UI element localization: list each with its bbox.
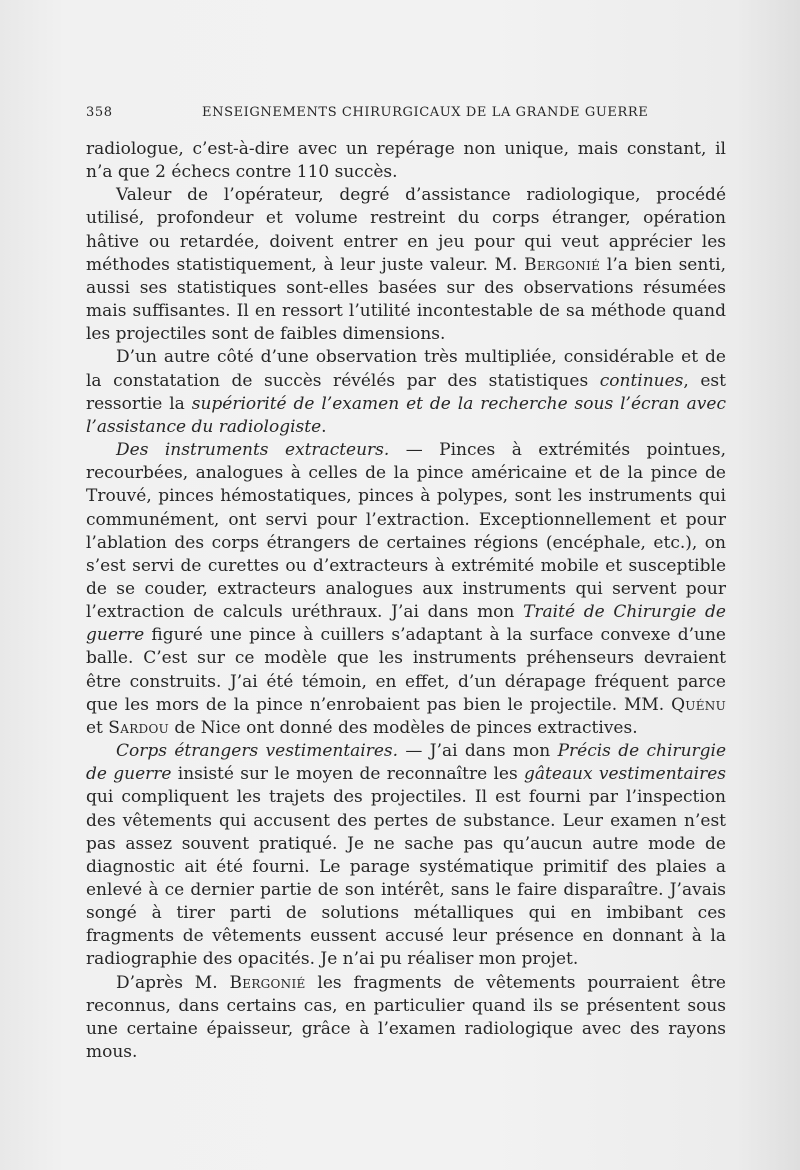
- p3-text-b: , est ressortie la: [86, 370, 726, 414]
- running-title: ENSEIGNEMENTS CHIRURGICAUX DE LA GRANDE GUERRE: [202, 105, 649, 120]
- section-heading-vestimentaires: Corps étrangers vestimentaires.: [116, 741, 399, 762]
- paragraph-2: [86, 184, 726, 346]
- p3-emphasis-1: continues: [599, 370, 684, 391]
- paragraph-5: [86, 740, 726, 972]
- paragraph-3: [86, 346, 726, 439]
- book-title-traite: Traité de Chirurgie de guerre: [86, 602, 726, 646]
- p6-text-b: les fragments de vêtements pourraient être reconnus, dans certains cas, en particulier quand ils se présentent sous une certaine épaisseur, grâce à l’examen radiologique avec des rayons mous.: [86, 972, 726, 1063]
- section-heading-instruments: Des instruments extracteurs.: [116, 440, 390, 461]
- p4-text-d: de Nice ont donné des modèles de pinces extractives.: [169, 717, 638, 738]
- p4-text-b: figuré une pince à cuillers s’adaptant à la surface convexe d’une balle. C’est sur ce modèle que les instruments préhenseurs devraient être construits. J’ai été témoin, en effet, d’un dérapage fréquent parce que les mors de la pince n’enrobaient pas bien le projectile. MM.: [86, 625, 726, 715]
- p2-text-b: l’a bien senti, aussi ses statistiques sont-elles basées sur des observations résumées mais suffisantes. Il en ressort l’utilité incontestable de sa méthode quand les projectiles sont de faibles dimensions.: [86, 254, 726, 345]
- author-name-bergonie-2: Bergonié: [229, 972, 306, 993]
- paragraph-6: [86, 972, 726, 1065]
- p5-emphasis: gâteaux vestimentaires: [524, 764, 726, 785]
- p5-text-c: qui compliquent les trajets des projectiles. Il est fourni par l’inspection des vêtements qui accusent des pertes de substance. Leur examen n’est pas assez souvent pratiqué. Je ne sache pas qu’aucun autre mode de diagnostic ait été fourni. Le parage systématique primitif des plaies a enlevé à ce dernier partie de son intérêt, sans le faire disparaître. J’avais songé à tirer parti de solutions métalliques qui en imbibant ces fragments de vêtements eussent accusé leur présence en donnant à la radiographie des opacités. Je n’ai pu réaliser mon projet.: [86, 787, 726, 970]
- p5-text-b: insisté sur le moyen de reconnaître les: [171, 764, 524, 785]
- p1-text: radiologue, c’est-à-dire avec un repérage non unique, mais constant, il n’a que 2 échecs contre 110 succès.: [86, 139, 726, 183]
- p2-text-a: Valeur de l’opérateur, degré d’assistance radiologique, procédé utilisé, profondeur et volume restreint du corps étranger, opération hâtive ou retardée, doivent entrer en jeu pour qui veut apprécier les méthodes statistiquement, à leur juste valeur. M.: [86, 185, 726, 275]
- p4-text-c: et: [86, 717, 109, 738]
- p6-text-a: D’après M.: [116, 972, 230, 993]
- p5-text-a: — J’ai dans mon: [398, 741, 558, 762]
- paragraph-4: [86, 439, 726, 740]
- p3-text-c: .: [321, 416, 327, 437]
- paragraph-1: [86, 138, 726, 184]
- p4-text-a: — Pinces à extrémités pointues, recourbées, analogues à celles de la pince américaine et de la pince de Trouvé, pinces hémostatiques, pinces à polypes, sont les instruments qui communément, ont servi pour l’extraction. Exceptionnellement et pour l’ablation des corps étrangers de certaines régions (encéphale, etc.), on s’est servi de curettes ou d’extracteurs à extrémité mobile et susceptible de se couder, extracteurs analogues aux instruments qui servent pour l’extraction de calculs uréthraux. J’ai dans mon: [86, 440, 726, 623]
- p3-text-a: D’un autre côté d’une observation très multipliée, considérable et de la constatation de succès révélés par des statistiques: [86, 347, 726, 391]
- book-title-precis: Précis de chirurgie de guerre: [86, 741, 727, 785]
- p3-emphasis-2: supériorité de l’examen et de la recherche sous l’écran avec l’assistance du radiologiste: [86, 393, 726, 437]
- author-name-quenu: Quénu: [671, 694, 726, 715]
- page-number: 358: [86, 105, 113, 120]
- author-name-sardou: Sardou: [108, 717, 170, 738]
- body-text: [86, 138, 726, 1064]
- author-name-bergonie: Bergonié: [524, 254, 601, 275]
